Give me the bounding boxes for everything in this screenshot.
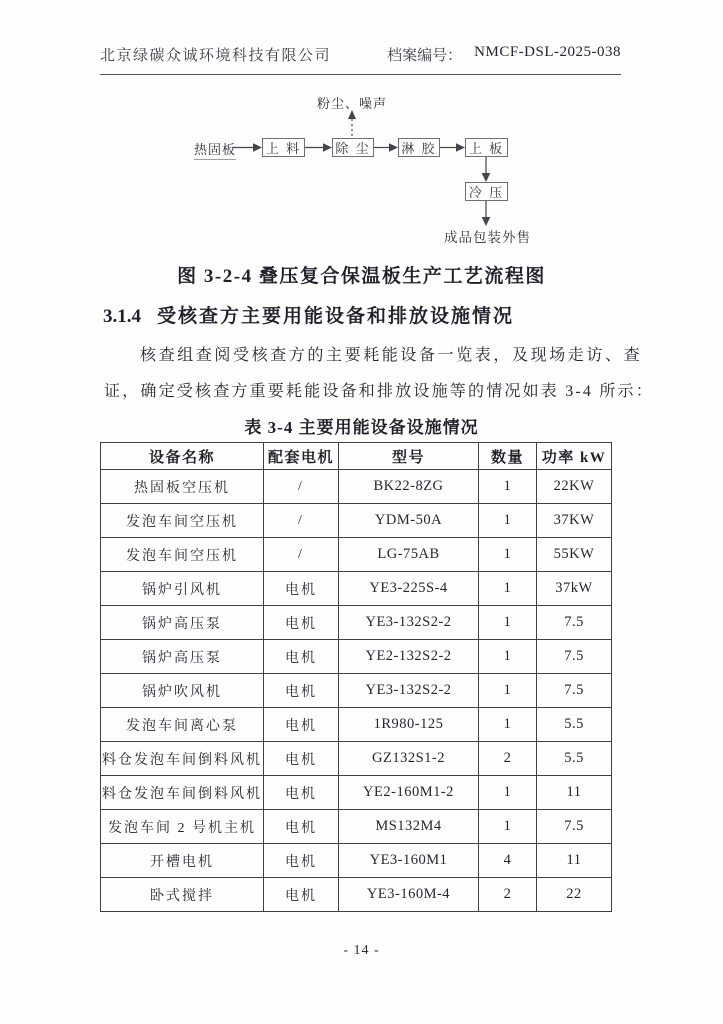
paragraph-line-1: 核查组查阅受核查方的主要耗能设备一览表，及现场走访、查	[140, 347, 643, 364]
cell-model: YE3-160M-4	[339, 878, 479, 912]
paragraph-line-2: 证，确定受核查方重要耗能设备和排放设施等的情况如表 3-4 所示：	[104, 383, 654, 400]
cell-quantity: 1	[479, 572, 537, 606]
col-header-power: 功率 kW	[537, 443, 612, 470]
input-material-label: 热固板	[194, 139, 236, 160]
table-row	[101, 640, 612, 674]
col-header-motor: 配套电机	[264, 443, 339, 470]
cell-power: 7.5	[537, 674, 612, 708]
cell-power: 37KW	[537, 504, 612, 538]
table-row	[101, 572, 612, 606]
cell-device-name: 料仓发泡车间倒料风机	[101, 742, 264, 776]
col-header-device: 设备名称	[101, 443, 264, 470]
flow-step-dedusting: 除 尘	[332, 138, 374, 157]
flow-step-boarding: 上 板	[465, 138, 508, 157]
cell-device-name: 发泡车间空压机	[101, 538, 264, 572]
cell-power: 7.5	[537, 640, 612, 674]
table-row	[101, 708, 612, 742]
cell-power: 5.5	[537, 708, 612, 742]
cell-model: YE3-132S2-2	[339, 674, 479, 708]
table-row	[101, 844, 612, 878]
cell-quantity: 1	[479, 810, 537, 844]
section-title: 受核查方主要用能设备和排放设施情况	[157, 306, 515, 327]
cell-power: 7.5	[537, 810, 612, 844]
cell-motor: /	[264, 470, 339, 504]
cell-motor: 电机	[264, 572, 339, 606]
cell-power: 11	[537, 776, 612, 810]
cell-motor: /	[264, 538, 339, 572]
table-row	[101, 810, 612, 844]
table-row	[101, 878, 612, 912]
cell-quantity: 1	[479, 708, 537, 742]
cell-model: GZ132S1-2	[339, 742, 479, 776]
col-header-model: 型号	[339, 443, 479, 470]
process-flowchart	[180, 92, 542, 254]
cell-quantity: 2	[479, 878, 537, 912]
cell-model: YE2-160M1-2	[339, 776, 479, 810]
table-row	[101, 470, 612, 504]
equipment-table	[100, 442, 612, 912]
cell-model: YDM-50A	[339, 504, 479, 538]
cell-device-name: 发泡车间离心泵	[101, 708, 264, 742]
table-row	[101, 776, 612, 810]
col-header-qty: 数量	[479, 443, 537, 470]
cell-quantity: 1	[479, 470, 537, 504]
flow-step-cold-press: 冷 压	[465, 182, 508, 201]
emission-label: 粉尘、噪声	[316, 96, 387, 111]
cell-model: YE3-160M1	[339, 844, 479, 878]
table-row	[101, 538, 612, 572]
cell-power: 5.5	[537, 742, 612, 776]
cell-device-name: 锅炉高压泵	[101, 640, 264, 674]
cell-motor: 电机	[264, 776, 339, 810]
cell-motor: /	[264, 504, 339, 538]
cell-model: 1R980-125	[339, 708, 479, 742]
cell-quantity: 1	[479, 504, 537, 538]
cell-quantity: 1	[479, 674, 537, 708]
cell-motor: 电机	[264, 810, 339, 844]
cell-quantity: 1	[479, 776, 537, 810]
cell-model: YE2-132S2-2	[339, 640, 479, 674]
cell-quantity: 4	[479, 844, 537, 878]
cell-power: 22KW	[537, 470, 612, 504]
flow-step-feeding: 上 料	[262, 138, 305, 157]
cell-motor: 电机	[264, 844, 339, 878]
cell-motor: 电机	[264, 674, 339, 708]
cell-power: 22	[537, 878, 612, 912]
flow-step-gluing: 淋 胶	[398, 138, 440, 157]
section-heading	[103, 301, 514, 328]
cell-power: 55KW	[537, 538, 612, 572]
cell-motor: 电机	[264, 606, 339, 640]
cell-device-name: 锅炉吹风机	[101, 674, 264, 708]
cell-model: YE3-225S-4	[339, 572, 479, 606]
cell-device-name: 发泡车间 2 号机主机	[101, 810, 264, 844]
table-caption: 表 3-4 主要用能设备设施情况	[244, 418, 479, 437]
output-label: 成品包装外售	[444, 230, 531, 245]
cell-motor: 电机	[264, 640, 339, 674]
cell-model: LG-75AB	[339, 538, 479, 572]
cell-quantity: 1	[479, 538, 537, 572]
cell-power: 7.5	[537, 606, 612, 640]
cell-power: 37kW	[537, 572, 612, 606]
cell-device-name: 料仓发泡车间倒料风机	[101, 776, 264, 810]
table-row	[101, 742, 612, 776]
cell-device-name: 热固板空压机	[101, 470, 264, 504]
cell-power: 11	[537, 844, 612, 878]
archive-number-group	[387, 44, 621, 65]
cell-motor: 电机	[264, 878, 339, 912]
cell-model: BK22-8ZG	[339, 470, 479, 504]
archive-label: 档案编号：	[387, 48, 463, 64]
page-header	[100, 44, 621, 75]
table-row	[101, 606, 612, 640]
cell-device-name: 卧式搅拌	[101, 878, 264, 912]
cell-model: YE3-132S2-2	[339, 606, 479, 640]
cell-device-name: 锅炉引风机	[101, 572, 264, 606]
figure-caption: 图 3-2-4 叠压复合保温板生产工艺流程图	[177, 266, 546, 287]
cell-device-name: 锅炉高压泵	[101, 606, 264, 640]
table-row	[101, 504, 612, 538]
cell-quantity: 1	[479, 640, 537, 674]
cell-quantity: 2	[479, 742, 537, 776]
cell-device-name: 开槽电机	[101, 844, 264, 878]
cell-model: MS132M4	[339, 810, 479, 844]
page-number: - 14 -	[343, 943, 380, 958]
table-header-row	[101, 443, 612, 470]
archive-number: NMCF-DSL-2025-038	[474, 44, 621, 60]
cell-motor: 电机	[264, 708, 339, 742]
section-number: 3.1.4	[103, 306, 141, 327]
company-name: 北京绿碳众诚环境科技有限公司	[100, 48, 332, 64]
cell-quantity: 1	[479, 606, 537, 640]
cell-device-name: 发泡车间空压机	[101, 504, 264, 538]
cell-motor: 电机	[264, 742, 339, 776]
table-row	[101, 674, 612, 708]
